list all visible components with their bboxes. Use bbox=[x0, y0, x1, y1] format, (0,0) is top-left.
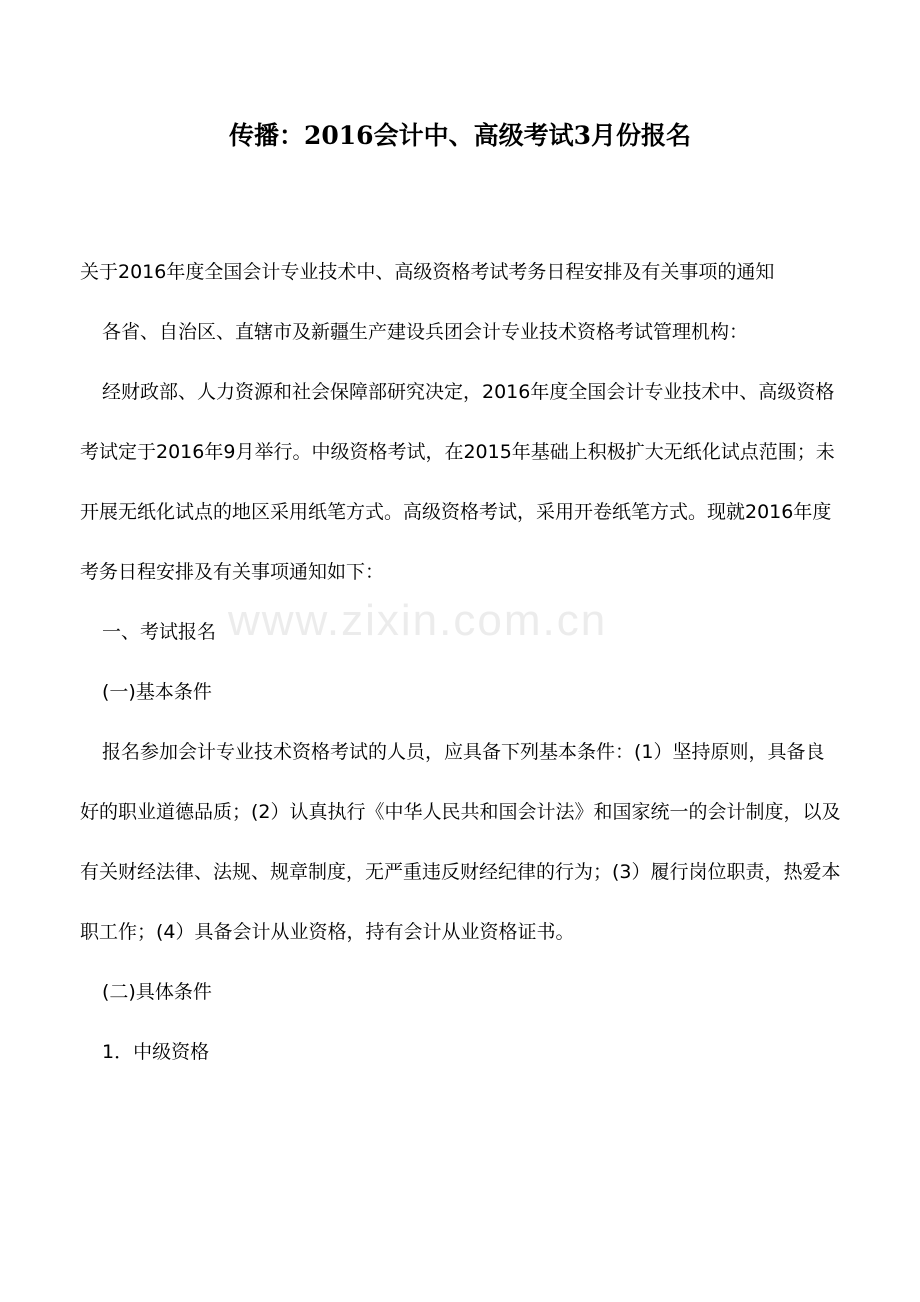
subsection-heading-basic-conditions: (一)基本条件 bbox=[102, 681, 212, 703]
intro-paragraph: 经财政部、人力资源和社会保障部研究决定，2016年度全国会计专业技术中、高级资格考试定于2016年9月举行。中级资格考试，在2015年基础上积极扩大无纸化试点范围；未开展无纸化试点的地区采用纸笔方式。高级资格考试，采用开卷纸笔方式。现就2016年度考务日程安排及有关事项通知如下： bbox=[80, 381, 835, 583]
watermark: www.zixin.com.cn bbox=[228, 596, 608, 645]
notice-heading: 关于2016年度全国会计专业技术中、高级资格考试考务日程安排及有关事项的通知 bbox=[80, 261, 775, 283]
item-intermediate-qualification: 1．中级资格 bbox=[102, 1041, 210, 1063]
addressee-line: 各省、自治区、直辖市及新疆生产建设兵团会计专业技术资格考试管理机构： bbox=[102, 321, 749, 343]
section-heading-registration: 一、考试报名 bbox=[102, 621, 217, 643]
page-title: 传播：2016会计中、高级考试3月份报名 bbox=[229, 121, 691, 150]
basic-conditions-paragraph: 报名参加会计专业技术资格考试的人员，应具备下列基本条件：(1）坚持原则，具备良好的职业道德品质；(2）认真执行《中华人民共和国会计法》和国家统一的会计制度，以及有关财经法律、法规、规章制度，无严重违反财经纪律的行为；(3）履行岗位职责，热爱本职工作；(4）具备会计从业资格，持有会计从业资格证书。 bbox=[80, 741, 841, 943]
subsection-heading-specific-conditions: (二)具体条件 bbox=[102, 981, 212, 1003]
document-body bbox=[80, 242, 842, 1082]
